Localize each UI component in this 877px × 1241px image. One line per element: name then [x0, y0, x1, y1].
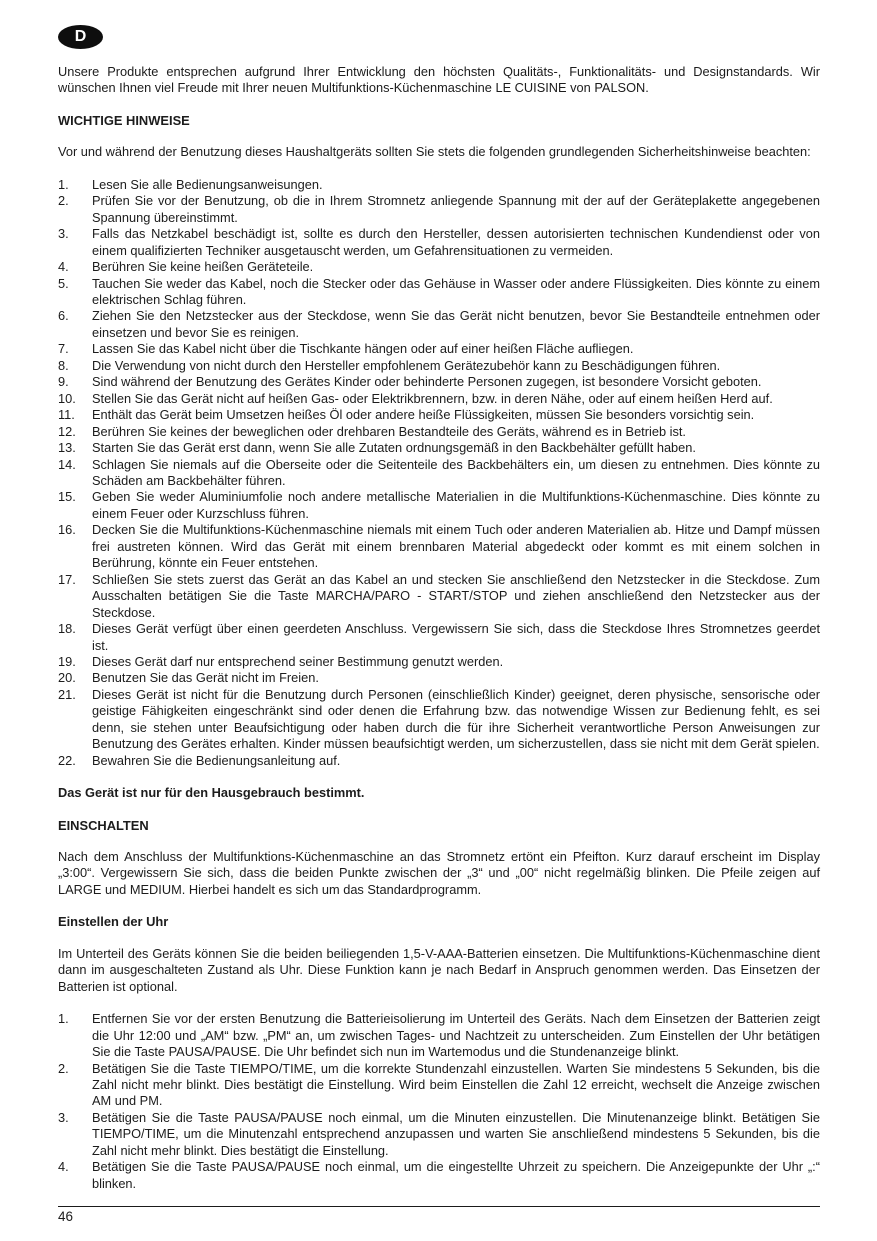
list-item-number: 1.	[58, 176, 69, 192]
list-item-text: Bewahren Sie die Bedienungsanleitung auf.	[92, 752, 341, 768]
list-item	[58, 358, 820, 374]
list-item-text: Lassen Sie das Kabel nicht über die Tischkante hängen oder auf einer heißen Fläche aufliegen.	[92, 341, 634, 357]
page-footer	[58, 1206, 820, 1225]
list-item-number: 3.	[58, 226, 69, 242]
list-item-number: 12.	[58, 423, 76, 439]
list-item	[58, 391, 820, 407]
list-item-number: 17.	[58, 571, 76, 587]
list-item	[58, 226, 820, 259]
list-item-text: Berühren Sie keine heißen Geräteteile.	[92, 259, 314, 275]
list-item-text: Dieses Gerät verfügt über einen geerdeten Anschluss. Vergewissern Sie sich, dass die Steckdose Ihres Stromnetzes geerdet ist.	[92, 621, 820, 653]
list-item-number: 3.	[58, 1109, 69, 1125]
list-item-text: Betätigen Sie die Taste PAUSA/PAUSE noch einmal, um die eingestellte Uhrzeit zu speichern. Die Anzeigepunkte der Uhr „:“ blinken.	[92, 1159, 820, 1191]
list-item-number: 5.	[58, 275, 69, 291]
list-item	[58, 1110, 820, 1159]
list-item-text: Die Verwendung von nicht durch den Hersteller empfohlenem Gerätezubehör kann zu Beschädigungen führen.	[92, 357, 721, 373]
list-item	[58, 753, 820, 769]
list-item-text: Falls das Netzkabel beschädigt ist, sollte es durch den Hersteller, dessen autorisierten technischen Kundendienst oder von einem qualifizierten Techniker ausgetauscht werden, um Gefahrensituationen zu vermeiden.	[92, 226, 820, 258]
list-item	[58, 407, 820, 423]
list-item	[58, 308, 820, 341]
list-item-number: 14.	[58, 456, 76, 472]
list-item-text: Prüfen Sie vor der Benutzung, ob die in Ihrem Stromnetz anliegende Spannung mit der auf der Geräteplakette angegebenen Spannung übereinstimmt.	[92, 193, 820, 225]
list-item	[58, 1011, 820, 1060]
list-item-text: Benutzen Sie das Gerät nicht im Freien.	[92, 670, 319, 686]
safety-intro-paragraph: Vor und während der Benutzung dieses Haushaltgeräts sollten Sie stets die folgenden grundlegenden Sicherheitshinweise beachten:	[58, 144, 811, 160]
clock-setup-list	[58, 1011, 820, 1192]
list-item-number: 7.	[58, 341, 69, 357]
list-item	[58, 1061, 820, 1110]
list-item-text: Geben Sie weder Aluminiumfolie noch andere metallische Materialien in die Multifunktions-Küchenmaschine. Dies könnte zu einem Feuer oder Kurzschluss führen.	[92, 489, 820, 521]
section-heading-einstellen-der-uhr: Einstellen der Uhr	[58, 914, 169, 930]
safety-instructions-list	[58, 177, 820, 769]
list-item-text: Lesen Sie alle Bedienungsanweisungen.	[92, 176, 323, 192]
list-item-number: 18.	[58, 621, 76, 637]
list-item-text: Schließen Sie stets zuerst das Gerät an das Kabel an und stecken Sie anschließend den Netzstecker in die Steckdose. Zum Ausschalten betätigen Sie die Taste MARCHA/PARO - START/STOP und ziehen anschließend den Netzstecker aus der Steckdose.	[92, 571, 820, 620]
list-item-number: 15.	[58, 489, 76, 505]
list-item-number: 4.	[58, 259, 69, 275]
list-item-text: Berühren Sie keines der beweglichen oder drehbaren Bestandteile des Geräts, während es in Betrieb ist.	[92, 423, 686, 439]
list-item-number: 11.	[58, 407, 75, 423]
list-item-text: Stellen Sie das Gerät nicht auf heißen Gas- oder Elektrikbrennern, bzw. in deren Nähe, oder auf einem heißen Herd auf.	[92, 390, 773, 406]
list-item-text: Dieses Gerät ist nicht für die Benutzung durch Personen (einschließlich Kinder) geeignet, deren physische, sensorische oder geistige Fähigkeiten eingeschränkt sind oder denen die Erfahrung bzw. das notwendige Wissen zur Bedienung fehlt, es sei denn, sie stehen unter Beaufsichtigung oder haben durch die für ihre Sicherheit verantwortliche Person Anweisungen zur Benutzung des Gerätes erhalten. Kinder müssen beaufsichtigt werden, um sicherzustellen, dass sie nicht mit dem Gerät spielen.	[92, 686, 820, 752]
list-item-number: 21.	[58, 686, 76, 702]
list-item-text: Schlagen Sie niemals auf die Oberseite oder die Seitenteile des Backbehälters ein, um diesen zu entnehmen. Dies könnte zu Schäden am Backbehälter führen.	[92, 456, 820, 488]
list-item-text: Sind während der Benutzung des Gerätes Kinder oder behinderte Personen zugegen, ist besondere Vorsicht geboten.	[92, 374, 762, 390]
list-item-text: Betätigen Sie die Taste TIEMPO/TIME, um die korrekte Stundenzahl einzustellen. Warten Sie mindestens 5 Sekunden, bis die Zahl nicht mehr blinkt. Dies bestätigt die Einstellung. Wird beim Einstellen die Zahl 12 erreicht, wechselt die Anzeige zwischen AM und PM.	[92, 1060, 820, 1109]
list-item	[58, 621, 820, 654]
list-item	[58, 341, 820, 357]
list-item-number: 22.	[58, 752, 76, 768]
list-item-text: Dieses Gerät darf nur entsprechend seiner Bestimmung genutzt werden.	[92, 653, 504, 669]
household-use-note: Das Gerät ist nur für den Hausgebrauch bestimmt.	[58, 785, 365, 801]
list-item	[58, 457, 820, 490]
list-item	[58, 276, 820, 309]
list-item	[58, 522, 820, 571]
list-item-text: Decken Sie die Multifunktions-Küchenmaschine niemals mit einem Tuch oder anderen Materialien ab. Hitze und Dampf müssen frei austreten können. Wird das Gerät mit einem brennbaren Material abgedeckt oder kommt es mit einem solchen in Berührung, könnte ein Feuer entstehen.	[92, 522, 820, 571]
uhr-paragraph: Im Unterteil des Geräts können Sie die beiden beiliegenden 1,5-V-AAA-Batterien einsetzen. Die Multifunktions-Küchenmaschine dient dann im ausgeschalteten Zustand als Uhr. Diese Funktion kann je nach Bedarf in Anspruch genommen werden. Das Einsetzen der Batterien ist optional.	[58, 945, 820, 994]
list-item-number: 8.	[58, 357, 69, 373]
footer-rule	[58, 1206, 820, 1207]
list-item-number: 16.	[58, 522, 76, 538]
list-item	[58, 1159, 820, 1192]
list-item	[58, 177, 820, 193]
list-item-number: 10.	[58, 390, 76, 406]
list-item-text: Betätigen Sie die Taste PAUSA/PAUSE noch einmal, um die Minuten einzustellen. Die Minutenanzeige blinkt. Betätigen Sie TIEMPO/TIME, um die Minutenzahl entsprechend anzupassen und warten Sie anschließend mindestens 5 Sekunden, bis die Zahl nicht mehr blinkt. Dies bestätigt die Einstellung.	[92, 1109, 820, 1158]
list-item-text: Ziehen Sie den Netzstecker aus der Steckdose, wenn Sie das Gerät nicht benutzen, bevor Sie Bestandteile entnehmen oder einsetzen und bevor Sie es reinigen.	[92, 308, 820, 340]
list-item-number: 20.	[58, 670, 76, 686]
list-item-number: 2.	[58, 193, 69, 209]
intro-paragraph: Unsere Produkte entsprechen aufgrund Ihrer Entwicklung den höchsten Qualitäts-, Funktionalitäts- und Designstandards. Wir wünschen Ihnen viel Freude mit Ihrer neuen Multifunktions-Küchenmaschine LE CUISINE von PALSON.	[58, 64, 820, 96]
list-item-number: 2.	[58, 1060, 69, 1076]
list-item	[58, 670, 820, 686]
list-item	[58, 572, 820, 621]
list-item-text: Starten Sie das Gerät erst dann, wenn Sie alle Zutaten ordnungsgemäß in den Backbehälter gefüllt haben.	[92, 440, 696, 456]
list-item-text: Enthält das Gerät beim Umsetzen heißes Öl oder andere heiße Flüssigkeiten, müssen Sie besonders vorsichtig sein.	[92, 407, 755, 423]
list-item-number: 19.	[58, 653, 76, 669]
language-badge: D	[58, 25, 103, 49]
list-item	[58, 259, 820, 275]
list-item-text: Entfernen Sie vor der ersten Benutzung die Batterieisolierung im Unterteil des Geräts. Nach dem Einsetzen der Batterien zeigt die Uhr 12:00 und „AM“ bzw. „PM“ an, um zwischen Tages- und Nachtzeit zu unterscheiden. Zum Einstellen der Uhr betätigen Sie die Taste PAUSA/PAUSE. Die Uhr befindet sich nun im Wartemodus und die Stundenanzeige blinkt.	[92, 1011, 820, 1060]
section-heading-wichtige-hinweise: WICHTIGE HINWEISE	[58, 112, 190, 128]
list-item	[58, 687, 820, 753]
einschalten-paragraph: Nach dem Anschluss der Multifunktions-Küchenmaschine an das Stromnetz ertönt ein Pfeifton. Kurz darauf erscheint im Display „3:00“. Vergewissern Sie sich, dass die beiden Punkte zwischen der „3“ und „00“ nicht regelmäßig blinken. Die Pfeile zeigen auf LARGE und MEDIUM. Hierbei handelt es sich um das Standardprogramm.	[58, 849, 820, 897]
list-item-number: 6.	[58, 308, 69, 324]
list-item	[58, 489, 820, 522]
list-item	[58, 374, 820, 390]
list-item-number: 1.	[58, 1011, 69, 1027]
list-item-number: 4.	[58, 1159, 69, 1175]
list-item-number: 13.	[58, 440, 76, 456]
page-number: 46	[58, 1209, 74, 1224]
list-item	[58, 424, 820, 440]
list-item	[58, 193, 820, 226]
list-item-text: Tauchen Sie weder das Kabel, noch die Stecker oder das Gehäuse in Wasser oder andere Flüssigkeiten. Dies könnte zu einem elektrischen Schlag führen.	[92, 275, 820, 307]
list-item-number: 9.	[58, 374, 69, 390]
list-item	[58, 654, 820, 670]
section-heading-einschalten: EINSCHALTEN	[58, 817, 149, 833]
list-item	[58, 440, 820, 456]
